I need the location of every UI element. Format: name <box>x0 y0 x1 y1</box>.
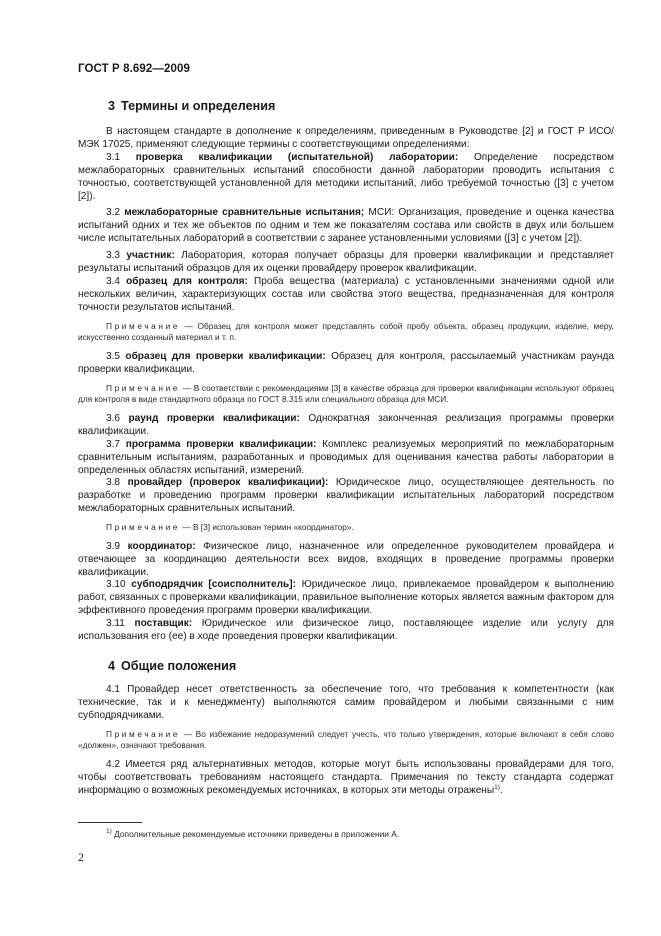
page-content <box>78 99 614 798</box>
clause-4-1: 4.1 Провайдер несет ответственность за обеспечение того, что требования к компетентности (как технические, так и к менеджменту) выполняются самим провайдером и любыми связанными с ним субподрядчиками. <box>78 683 614 721</box>
note-label: Примечание <box>106 382 181 393</box>
term-name: субподрядчик [соисполнитель]: <box>131 579 296 591</box>
term-number: 3.8 <box>106 477 121 489</box>
section-number: 4 <box>108 658 116 673</box>
note-label: Примечание <box>106 320 181 331</box>
term-definition: Однократная законченная реализация программы проверки квалификации. <box>78 412 615 437</box>
term-number: 3.4 <box>106 275 121 287</box>
term-definition: Организация, проведение и оценка качества испытаний одних и тех же объектов по одним и тем же показателям состава или свойств в двух или большем числе испытательных лабораторий в соответствии с заранее установленными условиями ([3] с учетом [2]). <box>78 207 614 245</box>
term-3-5 <box>78 351 614 377</box>
term-3-8 <box>78 477 614 516</box>
note-text: — Образец для контроля может представлять собой пробу объекта, образец продукции, изделие, меру, искусственно созданный материал и т. п. <box>78 320 614 343</box>
term-number: 3.5 <box>106 350 121 362</box>
term-definition: Юридическое или физическое лицо, поставляющее изделие или услугу для использования его (ее) в ходе проведения проверки квалификации. <box>78 618 615 643</box>
term-name: провайдер (проверок квалификации): <box>127 477 329 489</box>
term-definition: Проба вещества (материала) с установленными значениями одной или нескольких величин, характеризующих состав или свойства этого вещества, предназначенная для контроля точности результатов испытаний. <box>78 275 614 313</box>
term-name: проверка квалификации (испытательной) лаборатории: <box>135 151 459 163</box>
term-definition: Определение посредством межлабораторных сравнительных испытаний способности данной лаборатории проводить испытания с точностью, соответствующей установленной для методики испытаний, либо требуемой точностью ([3] с учетом [2]). <box>78 151 615 202</box>
footnote-mark: 1) <box>106 828 112 835</box>
section-4-heading <box>108 659 614 673</box>
term-number: 3.6 <box>106 412 121 424</box>
clause-text: 4.2 Имеется ряд альтернативных методов, которые могут быть использованы провайдерами для того, чтобы соответствовать требованиям настоящего стандарта. Примечания по тексту стандарта содержат информацию о возможных рекомендуемых источниках, в которых эти методы отражены <box>78 758 614 796</box>
note-3-4 <box>78 321 614 344</box>
term-definition: Юридическое лицо, привлекаемое провайдером к выполнению работ, связанных с проверками квалификации, правильное выполнение которых является важным фактором для эффективного проведения программ проверки квалификации. <box>78 579 614 617</box>
term-definition: Лаборатория, которая получает образцы для проверки квалификации и представляет результаты испытаний образцов для их оценки провайдеру проверок квалификации. <box>78 250 614 275</box>
term-definition: Юридическое лицо, осуществляющее деятельность по разработке и проведению программ проверки квалификации испытательных лабораторий посредством межлабораторных сравнительных испытаний. <box>78 477 615 515</box>
term-name: координатор: <box>127 540 196 552</box>
note-3-5 <box>78 383 614 406</box>
footnote <box>106 829 399 840</box>
term-number: 3.10 <box>106 579 126 591</box>
term-name: программа проверки квалификации: <box>125 438 317 450</box>
term-name: межлабораторные сравнительные испытания; <box>124 207 365 219</box>
term-definition: Физическое лицо, назначенное или определенное руководителем провайдера и отвечающее за координацию деятельности всех видов, входящих в проведение программы проверки квалификации. <box>78 540 614 578</box>
term-definition: Образец для контроля, рассылаемый участникам раунда проверки квалификации. <box>78 350 615 375</box>
note-3-8 <box>78 522 614 534</box>
term-3-10 <box>78 579 614 618</box>
term-number: 3.1 <box>106 151 121 163</box>
term-name: образец для проверки квалификации: <box>125 350 326 362</box>
note-label: Примечание <box>106 522 181 533</box>
term-3-1 <box>78 152 614 204</box>
section-3-heading <box>108 99 614 113</box>
term-number: 3.9 <box>106 540 121 552</box>
section-title: Термины и определения <box>121 99 276 113</box>
footnote-text: Дополнительные рекомендуемые источники приведены в приложении А. <box>114 829 400 839</box>
term-3-6 <box>78 413 614 439</box>
footnote-reference: 1) <box>494 783 500 791</box>
note-label: Примечание <box>106 728 181 739</box>
term-3-9 <box>78 541 614 580</box>
term-3-2 <box>78 207 614 246</box>
term-name: поставщик: <box>134 618 193 630</box>
term-abbreviation: МСИ: <box>368 207 395 219</box>
term-number: 3.2 <box>106 207 121 219</box>
section-number: 3 <box>108 99 116 113</box>
document-header: ГОСТ Р 8.692—2009 <box>78 63 190 75</box>
section-3-intro: В настоящем стандарте в дополнение к определениям, приведенным в Руководстве [2] и ГОСТ Р ИСО/МЭК 17025, применяют следующие термины с соответствующими определениями: <box>78 126 614 150</box>
note-text: — Во избежание недоразумений следует учесть, что только утверждения, которые включают в себя слово «должен», означают требования. <box>78 728 614 751</box>
term-name: участник: <box>126 250 175 262</box>
term-3-11 <box>78 618 614 644</box>
term-number: 3.11 <box>106 618 125 630</box>
note-4-1 <box>78 729 614 752</box>
page-number: 2 <box>78 850 84 864</box>
term-3-7 <box>78 439 614 478</box>
term-number: 3.7 <box>106 438 121 450</box>
term-3-3 <box>78 250 614 276</box>
term-number: 3.3 <box>106 250 121 262</box>
term-3-4 <box>78 276 614 315</box>
section-title: Общие положения <box>121 658 237 673</box>
note-text: — В [3] использован термин «координатор». <box>182 522 354 533</box>
footnote-divider <box>78 822 142 823</box>
note-text: — В соответствии с рекомендациями [3] в качестве образца для проверки квалификации используют образец для контроля в виде стандартного образца по ГОСТ 8.315 или специального образца для МСИ. <box>78 382 614 405</box>
term-name: раунд проверки квалификации: <box>128 412 300 424</box>
clause-4-2: 4.2 Имеется ряд альтернативных методов, которые могут быть использованы провайдерами для того, чтобы соответствовать требованиям настоящего стандарта. Примечания по тексту стандарта содержат информацию о возможных рекомендуемых источниках, в которых эти методы отражены$^{1)}$. <box>78 758 614 796</box>
term-definition: Комплекс реализуемых мероприятий по межлабораторным сравнительным испытаниям, разработанных и проводимых для оценивания качества работы лаборатории в определенных областях испытаний, измерений. <box>78 438 614 476</box>
term-name: образец для контроля: <box>126 275 248 287</box>
